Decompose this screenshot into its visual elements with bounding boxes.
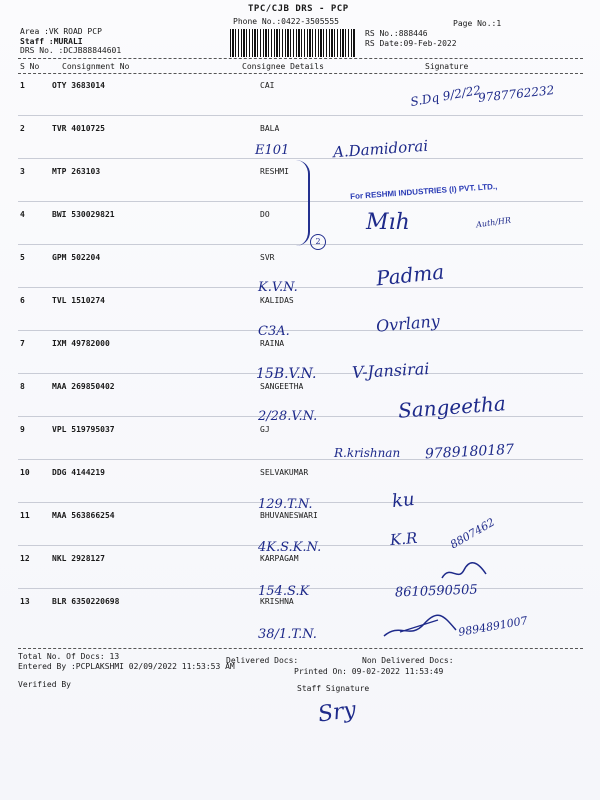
row-divider [18,287,583,288]
row-consignee: SVR [260,253,275,262]
row-consignee: DO [260,210,270,219]
row13-address: 38/1.T.N. [258,627,317,642]
total-docs: Total No. Of Docs: 13 [18,652,120,661]
row-sno: 9 [20,425,25,434]
row2-address: E101 [255,143,290,158]
row-consignment: BLR 6350220698 [52,597,120,606]
row-divider [18,330,583,331]
company-stamp: For RESHMI INDUSTRIES (I) PVT. LTD., [349,181,498,202]
drs-number: DRS No. :DCJB88844601 [20,46,122,55]
row-consignee: KARPAGAM [260,554,299,563]
row11-phone: 8807462 [448,515,497,552]
row5-signature: Padma [374,259,446,291]
row-consignment: TVR 4010725 [52,124,105,133]
row-divider [18,115,583,116]
row-sno: 4 [20,210,25,219]
row-consignment: MTP 263103 [52,167,101,176]
row-consignee: GJ [260,425,270,434]
document-title: TPC/CJB DRS - PCP [248,4,349,14]
row7-address: 15B.V.N. [256,366,317,382]
row4-note: Auth/HR [475,215,512,230]
row-sno: 11 [20,511,30,520]
bracket-mark [296,160,310,246]
col-header-signature: Signature [425,62,469,71]
row9-name: R.krishnan [334,446,401,460]
row10-signature: ku [390,488,416,513]
row-sno: 7 [20,339,25,348]
row-consignee: CAI [260,81,275,90]
circled-number: 2 [310,234,326,250]
row-consignment: DDG 4144219 [52,468,105,477]
row7-name: V-Jansirai [351,358,430,383]
row1-signature: S.Dq 9/2/22 [409,82,483,110]
row-sno: 12 [20,554,30,563]
row-sno: 1 [20,81,25,90]
row-consignee: RESHMI [260,167,289,176]
rs-number: RS No.:888446 [365,29,428,38]
header-rule-bottom [18,73,583,74]
row13-phone: 9894891007 [457,614,529,639]
row-consignment: NKL 2928127 [52,554,105,563]
row12-address: 154.S.K [258,584,310,599]
barcode [230,29,355,57]
row13-scribble [380,612,460,642]
row2-name: A.Damidorai [332,136,429,162]
row8-address: 2/28.V.N. [258,409,318,424]
row-consignment: MAA 563866254 [52,511,115,520]
row-consignee: SELVAKUMAR [260,468,309,477]
staff-label: Staff :MURALI [20,37,83,46]
non-delivered-docs: Non Delivered Docs: [362,656,454,665]
row-consignment: OTY 3683014 [52,81,105,90]
row10-address: 129.T.N. [258,497,313,512]
delivered-docs: Delivered Docs: [226,656,299,665]
row9-phone: 9789180187 [424,441,515,463]
row-consignee: SANGEETHA [260,382,304,391]
row-consignee: RAINA [260,339,285,348]
row-divider [18,459,583,460]
row1-phone: 9787762232 [477,83,555,105]
row-consignee: KRISHNA [260,597,294,606]
row-sno: 6 [20,296,25,305]
row-sno: 10 [20,468,30,477]
row-sno: 5 [20,253,25,262]
row-consignee: KALIDAS [260,296,294,305]
col-header-consignee: Consignee Details [242,62,324,71]
row6-address: C3A. [258,324,290,339]
staff-signature-label: Staff Signature [297,684,370,693]
staff-signature: Sry [316,697,358,728]
row-consignee: BALA [260,124,280,133]
row11-signature: K.R [389,528,419,550]
row4-signature: Mıh [366,210,410,235]
row-sno: 3 [20,167,25,176]
header-rule-top [18,58,583,59]
row-consignment: GPM 502204 [52,253,101,262]
verified-by: Verified By [18,680,71,689]
rs-date: RS Date:09-Feb-2022 [365,39,457,48]
row-sno: 13 [20,597,30,606]
row-consignment: MAA 269850402 [52,382,115,391]
row12-scribble [440,560,490,584]
row-consignment: IXM 49782000 [52,339,110,348]
row-consignment: VPL 519795037 [52,425,115,434]
row12-phone: 8610590505 [394,582,478,601]
row-sno: 2 [20,124,25,133]
col-header-sno: S No [20,62,40,71]
row-consignment: BWI 530029821 [52,210,115,219]
row-sno: 8 [20,382,25,391]
row8-signature: Sangeetha [397,391,507,423]
row11-address: 4K.S.K.N. [258,540,322,555]
table-bottom-rule [18,648,583,649]
entered-by: Entered By :PCPLAKSHMI 02/09/2022 11:53:53 AM [18,662,235,671]
col-header-consignment: Consignment No [62,62,130,71]
area-label: Area :VK ROAD PCP [20,27,102,36]
row-consignee: BHUVANESWARI [260,511,318,520]
row6-signature: Ovrlany [375,311,441,336]
phone-number: Phone No.:0422-3505555 [233,17,339,26]
row-divider [18,158,583,159]
printed-on: Printed On: 09-02-2022 11:53:49 [294,667,444,676]
row5-address: K.V.N. [258,280,298,295]
page-number: Page No.:1 [453,19,502,28]
row-consignment: TVL 1510274 [52,296,105,305]
